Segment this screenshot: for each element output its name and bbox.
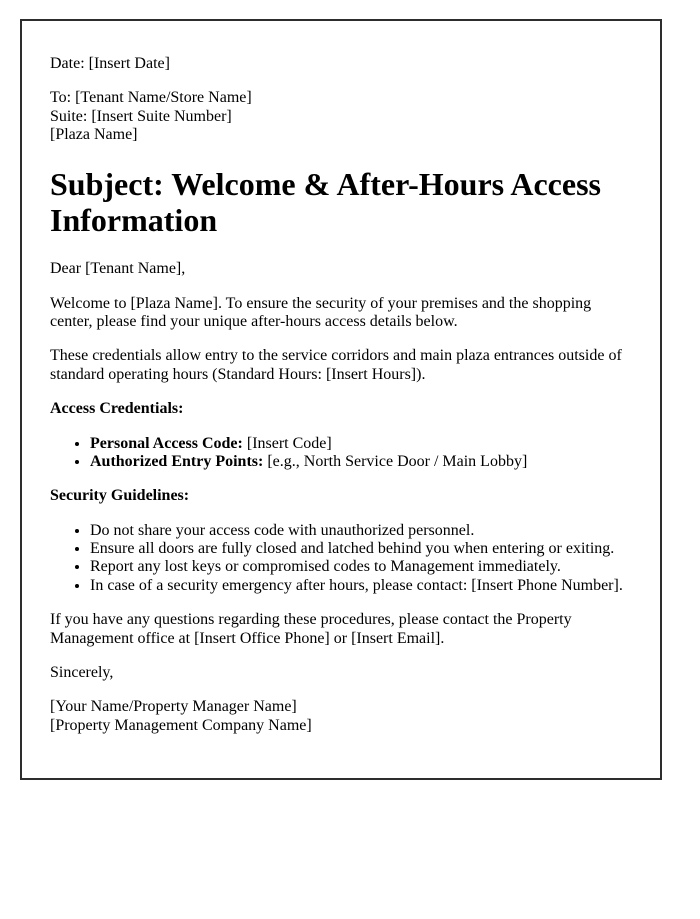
letter-page	[20, 19, 662, 780]
credentials-intro-paragraph: These credentials allow entry to the service corridors and main plaza entrances outside of standard operating hours (Standard Hours: [Insert Hours]).	[50, 347, 622, 383]
authorized-entry-points-label: Authorized Entry Points:	[90, 452, 264, 470]
to-line: To: [Tenant Name/Store Name]	[50, 89, 252, 107]
signature-company: [Property Management Company Name]	[50, 716, 312, 734]
authorized-entry-points-item	[90, 453, 634, 471]
suite-line: Suite: [Insert Suite Number]	[50, 107, 232, 125]
personal-access-code-value: [Insert Code]	[242, 434, 332, 452]
security-guidelines-list	[50, 522, 634, 596]
access-credentials-heading	[50, 400, 634, 418]
access-credentials-heading-text: Access Credentials:	[50, 400, 184, 418]
date-line: Date: [Insert Date]	[50, 55, 170, 72]
personal-access-code-item	[90, 435, 634, 453]
subject-heading: Subject: Welcome & After-Hours Access Information	[50, 165, 601, 239]
guideline-item-report-lost-keys: • Report any lost keys or compromised codes to Management immediately.	[90, 558, 634, 576]
authorized-entry-points-value: [e.g., North Service Door / Main Lobby]	[263, 452, 528, 470]
sign-off: Sincerely,	[50, 664, 114, 682]
plaza-line: [Plaza Name]	[50, 126, 138, 144]
access-credentials-list	[50, 435, 634, 472]
personal-access-code-label: Personal Access Code:	[90, 434, 243, 452]
guideline-item-no-sharing: • Do not share your access code with unauthorized personnel.	[90, 522, 634, 540]
closing-paragraph: If you have any questions regarding these procedures, please contact the Property Management office at [Insert Office Phone] or [Insert Email].	[50, 611, 572, 647]
guideline-item-doors-latched: • Ensure all doors are fully closed and latched behind you when entering or exiting.	[90, 540, 634, 558]
security-guidelines-heading	[50, 487, 634, 505]
guideline-item-emergency-contact: • In case of a security emergency after hours, please contact: [Insert Phone Number].	[90, 577, 634, 595]
salutation: Dear [Tenant Name],	[50, 260, 186, 278]
signature-block	[50, 698, 634, 735]
signature-name: [Your Name/Property Manager Name]	[50, 698, 297, 716]
security-guidelines-heading-text: Security Guidelines:	[50, 487, 190, 505]
recipient-block	[50, 89, 634, 144]
welcome-paragraph: Welcome to [Plaza Name]. To ensure the security of your premises and the shopping center, please find your unique after-hours access details below.	[50, 294, 592, 330]
